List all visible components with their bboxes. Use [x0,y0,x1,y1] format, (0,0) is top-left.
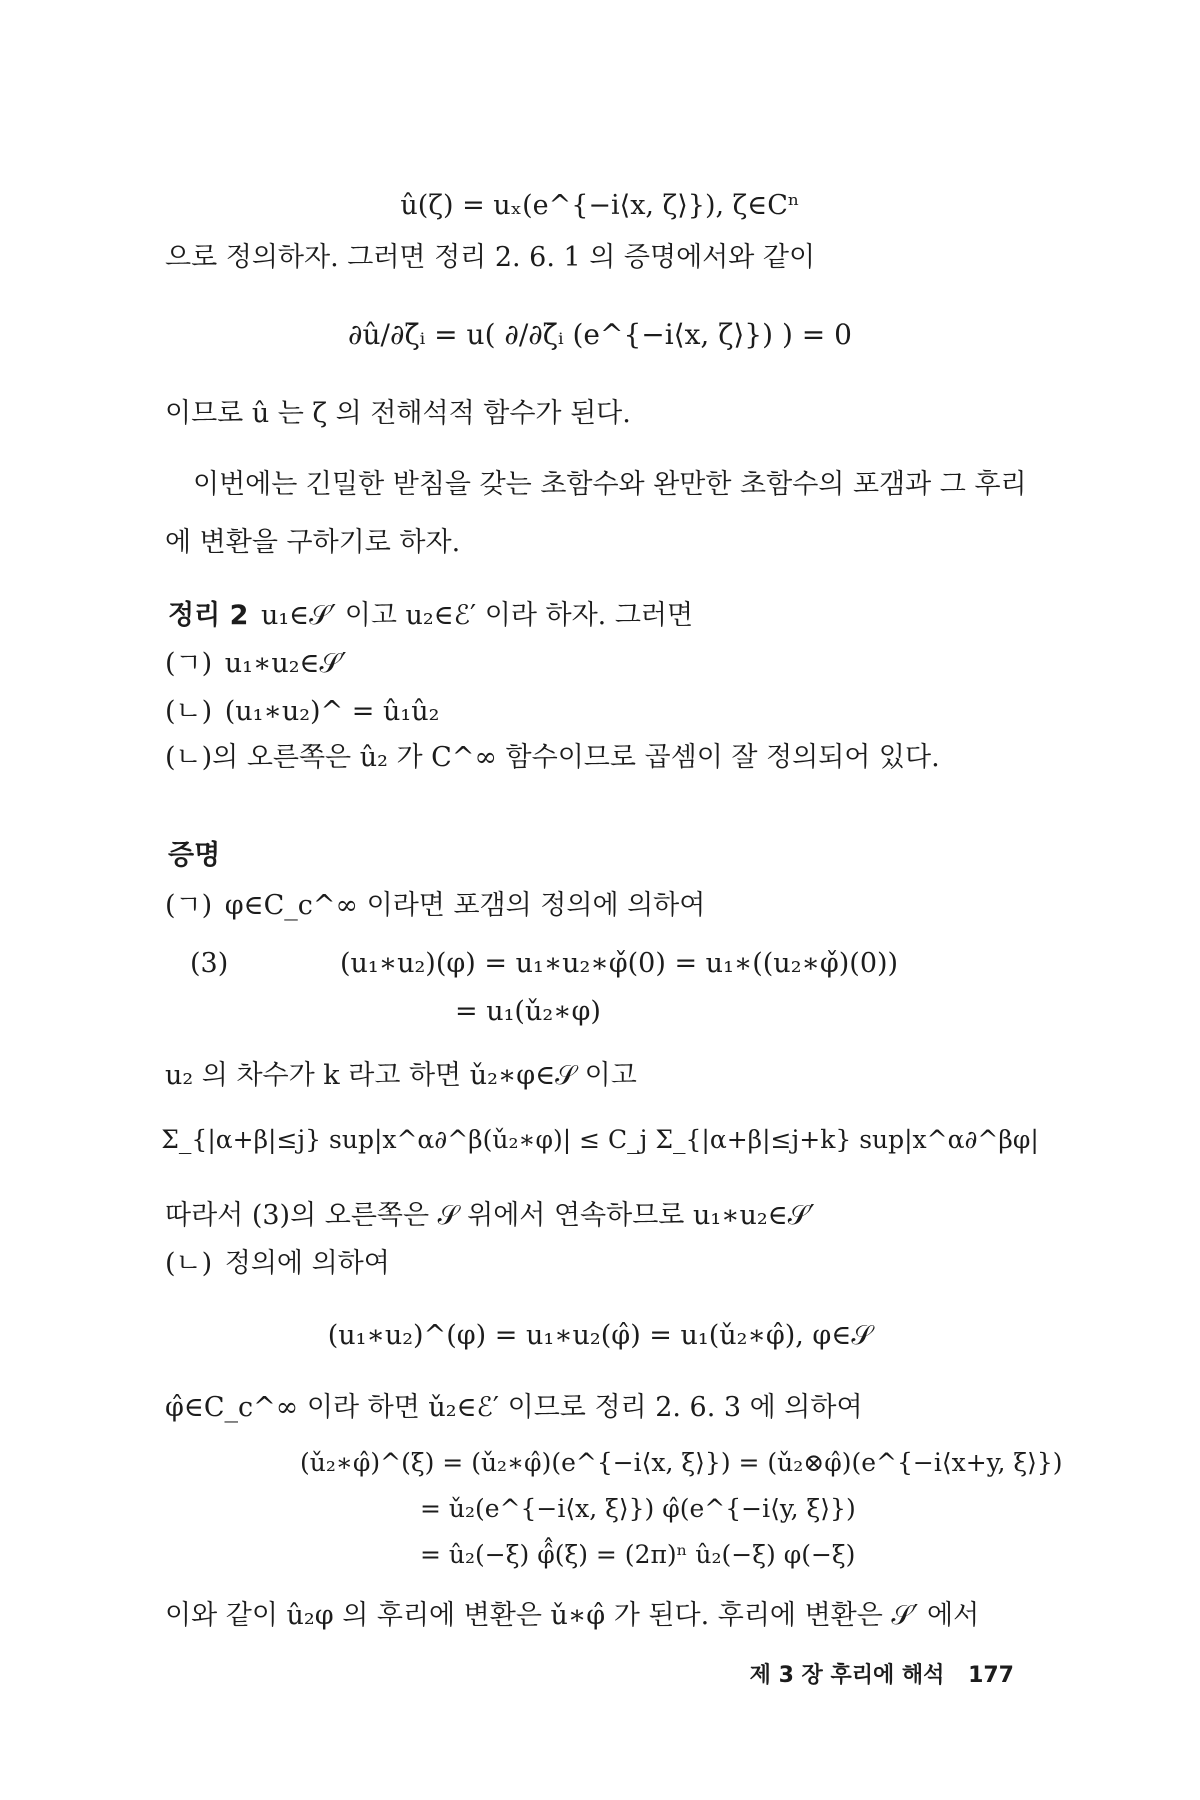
part-a-label: (ㄱ) [165,890,213,921]
page-number: 177 [968,1663,1014,1688]
theorem-item-a [165,648,347,680]
equation-3-line-2: = u₁(ǔ₂∗φ) [455,996,601,1027]
proof-part-a-intro [165,890,705,922]
equation-chain-1: (ǔ₂∗φ̂)^(ξ) = (ǔ₂∗φ̂)(e^{−i⟨x, ξ⟩}) = (ǔ₂⊗φ̂)(e^{−i⟨x+y, ξ⟩}) [300,1448,1063,1477]
equation-number-3: (3) [190,948,229,979]
paragraph-intro: 이번에는 긴밀한 받침을 갖는 초함수와 완만한 초함수의 포갬과 그 후리에 변환을 구하기로 하자. [165,469,1027,558]
part-b-label: (ㄴ) [165,1248,213,1279]
equation-seminorm-estimate: Σ_{|α+β|≤j} sup|x^α∂^β(ǔ₂∗φ)| ≤ C_j Σ_{|α+β|≤j+k} sup|x^α∂^βφ| [161,1125,1039,1154]
proof-heading: 증명 [168,840,221,871]
theorem-hypothesis: u₁∈𝒮′ 이고 u₂∈ℰ′ 이라 하자. 그러면 [260,600,694,631]
text-line-phi: φ̂∈C_c^∞ 이라 하면 ǔ₂∈ℰ′ 이므로 정리 2. 6. 3 에 의하여 [165,1392,863,1423]
part-b-text: 정의에 의하여 [224,1248,390,1279]
equation-chain-2: = ǔ₂(e^{−i⟨x, ξ⟩}) φ̂(e^{−i⟨y, ξ⟩}) [420,1494,856,1523]
text-line-order: u₂ 의 차수가 k 라고 하면 ǔ₂∗φ∈𝒮 이고 [165,1060,637,1091]
theorem-item-b [165,696,439,728]
part-a-text: φ∈C_c^∞ 이라면 포갬의 정의에 의하여 [224,890,706,921]
equation-cauchy-riemann: ∂û/∂ζ̄ᵢ = u( ∂/∂ζ̄ᵢ (e^{−i⟨x, ζ⟩}) ) = 0 [348,318,852,351]
item-b-formula: (u₁∗u₂)^ = û₁û₂ [224,696,440,727]
proof-part-b-intro [165,1248,390,1280]
text-line-define: 으로 정의하자. 그러면 정리 2. 6. 1 의 증명에서와 같이 [165,242,816,273]
equation-fourier-definition: û(ζ) = uₓ(e^{−i⟨x, ζ⟩}), ζ∈Cⁿ [400,190,800,221]
item-a-label: (ㄱ) [165,648,213,679]
text-line-final: 이와 같이 û₂φ 의 후리에 변환은 ǔ∗φ̂ 가 된다. 후리에 변환은 𝒮′ 에서 [165,1600,980,1631]
text-line-entire-function: 이므로 û 는 ζ 의 전해석적 함수가 된다. [165,398,631,429]
theorem-statement [168,600,693,632]
page-footer [734,1658,1014,1689]
item-b-label: (ㄴ) [165,696,213,727]
text-line-continuity: 따라서 (3)의 오른쪽은 𝒮 위에서 연속하므로 u₁∗u₂∈𝒮′ [165,1200,815,1231]
theorem-label: 정리 2 [168,600,249,631]
item-a-formula: u₁∗u₂∈𝒮′ [224,648,347,679]
equation-3-line-1: (u₁∗u₂)(φ) = u₁∗u₂∗φ̌(0) = u₁∗((u₂∗φ̌)(0)) [340,948,899,979]
equation-transform: (u₁∗u₂)^(φ) = u₁∗u₂(φ̂) = u₁(ǔ₂∗φ̂), φ∈𝒮 [327,1320,873,1351]
theorem-note: (ㄴ)의 오른쪽은 û₂ 가 C^∞ 함수이므로 곱셈이 잘 정의되어 있다. [165,742,940,773]
chapter-title: 제 3 장 후리에 해석 [749,1663,945,1688]
equation-chain-3: = û₂(−ξ) φ̂̂(ξ) = (2π)ⁿ û₂(−ξ) φ(−ξ) [420,1540,856,1569]
